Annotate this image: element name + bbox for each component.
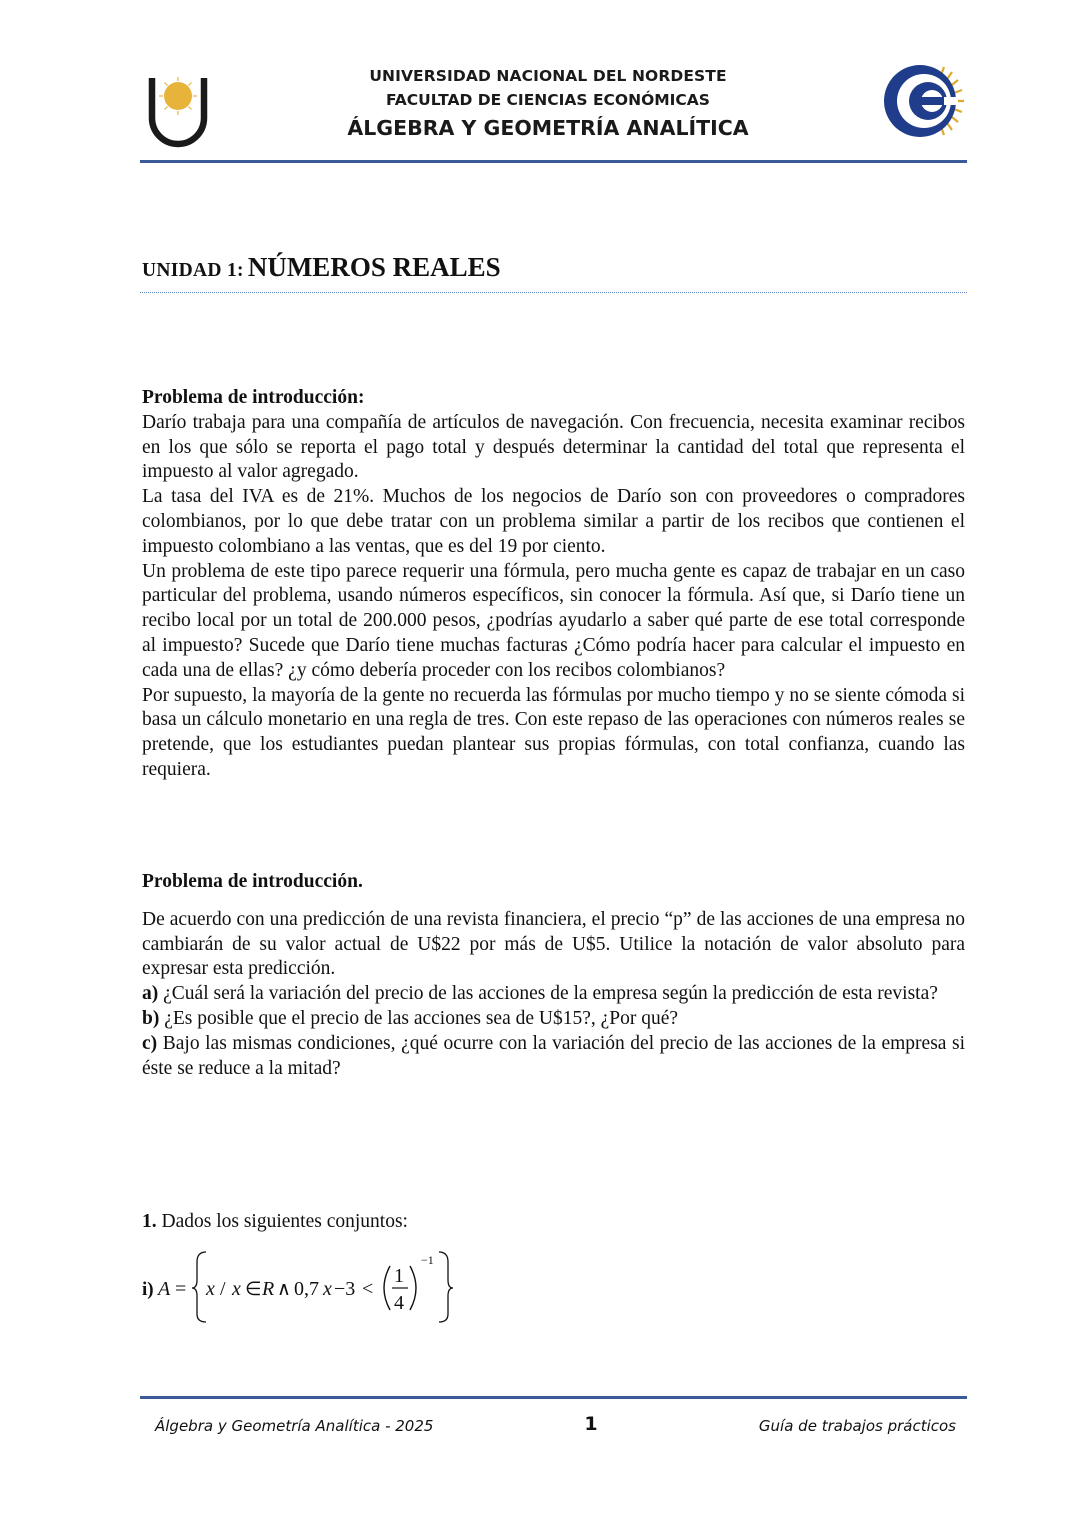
exercise-text: Dados los siguientes conjuntos: (161, 1211, 408, 1232)
fce-logo-icon (880, 60, 966, 142)
unit-rule (140, 292, 967, 293)
var-x: x (206, 1278, 215, 1300)
paragraph: Por supuesto, la mayoría de la gente no recuerda las fórmulas por mucho tiempo y no se siente cómoda si basa un cálculo monetario en una regla de tres. Con este repaso de las operaciones con números reales se pretende, que los estudiantes puedan plantear sus propias fórmulas, con total confianza, cuando las requiera. (142, 684, 965, 780)
minus-three: −3 (334, 1278, 356, 1300)
unit-name: NÚMEROS REALES (247, 252, 501, 282)
section-heading: Problema de introducción. (142, 871, 363, 892)
footer-subject: Álgebra y Geometría Analítica - 2025 (155, 1417, 434, 1435)
left-brace (192, 1252, 206, 1322)
less-than: < (362, 1278, 374, 1300)
paragraph: De acuerdo con una predicción de una revista financiera, el precio “p” de las acciones de una empresa no cambiarán de su valor actual de U$22 por más de U$5. Utilice la notación de valor absoluto para expresar esta predicción. (142, 908, 965, 980)
set-definition-formula (142, 1248, 482, 1328)
element-of-symbol: ∈ (245, 1279, 262, 1300)
university-name: UNIVERSIDAD NACIONAL DEL NORDESTE (369, 67, 727, 85)
right-brace (439, 1252, 453, 1322)
unne-logo-icon (146, 74, 210, 148)
page-number: 1 (584, 1413, 598, 1435)
faculty-name: FACULTAD DE CIENCIAS ECONÓMICAS (386, 91, 710, 109)
equals-sign: = (175, 1278, 187, 1300)
list-item (142, 1007, 965, 1032)
fraction-denominator: 4 (394, 1292, 404, 1314)
exercise-1 (142, 1210, 965, 1235)
item-label: i) (142, 1279, 154, 1300)
paragraph: Darío trabaja para una compañía de artículos de navegación. Con frecuencia, necesita examinar recibos en los que sólo se reporta el pago total y después determinar la cantidad del total que representa el impuesto al valor agregado. (142, 411, 965, 483)
paragraph: Un problema de este tipo parece requerir una fórmula, pero mucha gente es capaz de trabajar en un caso particular del problema, usando números específicos, sin conocer la fórmula. Así que, si Darío tiene un recibo local por un total de 200.000 pesos, ¿podrías ayudarlo a saber qué parte de ese total corresponde al impuesto? Sucede que Darío tiene muchas facturas ¿Cómo podría hacer para calcular el impuesto en cada una de ellas? ¿y cómo debería proceder con los recibos colombianos? (142, 560, 965, 681)
slash: / (220, 1278, 226, 1300)
coefficient: 0,7 (294, 1278, 319, 1300)
subject-name: ÁLGEBRA Y GEOMETRÍA ANALÍTICA (347, 116, 749, 140)
item-label: b) (142, 1007, 160, 1029)
right-paren (410, 1266, 416, 1310)
footer-guide: Guía de trabajos prácticos (758, 1417, 956, 1435)
header-rule (140, 160, 967, 163)
list-item (142, 1032, 965, 1082)
paragraph: La tasa del IVA es de 21%. Muchos de los negocios de Darío son con proveedores o compradores colombianos, por lo que debe tratar con un problema similar a partir de los recibos que contienen el impuesto colombiano a las ventas, que es del 19 por ciento. (142, 486, 965, 557)
header-titles (300, 64, 796, 143)
item-label: c) (142, 1032, 158, 1054)
left-paren (384, 1266, 390, 1310)
unit-prefix: UNIDAD 1: (142, 260, 244, 281)
exercise-number: 1. (142, 1211, 157, 1232)
list-item (142, 982, 965, 1007)
var-x: x (232, 1278, 241, 1300)
fraction-numerator: 1 (394, 1265, 404, 1287)
item-text: ¿Es posible que el precio de las acciones sea de U$15?, ¿Por qué? (164, 1007, 679, 1029)
item-text: Bajo las mismas condiciones, ¿qué ocurre con la variación del precio de las acciones de la empresa si éste se reduce a la mitad? (142, 1032, 966, 1079)
reals-symbol: R (262, 1278, 275, 1300)
footer-rule (140, 1396, 967, 1399)
exponent: −1 (421, 1253, 434, 1267)
item-label: a) (142, 983, 159, 1005)
item-text: ¿Cuál será la variación del precio de las acciones de la empresa según la predicción de esta revista? (158, 983, 938, 1005)
intro-problem-2 (142, 870, 965, 1081)
set-name: A (158, 1278, 171, 1300)
intro-problem-1 (142, 386, 965, 783)
and-symbol: ∧ (277, 1279, 291, 1300)
section-heading: Problema de introducción: (142, 387, 365, 408)
unit-title (142, 252, 501, 283)
var-x: x (323, 1278, 332, 1300)
